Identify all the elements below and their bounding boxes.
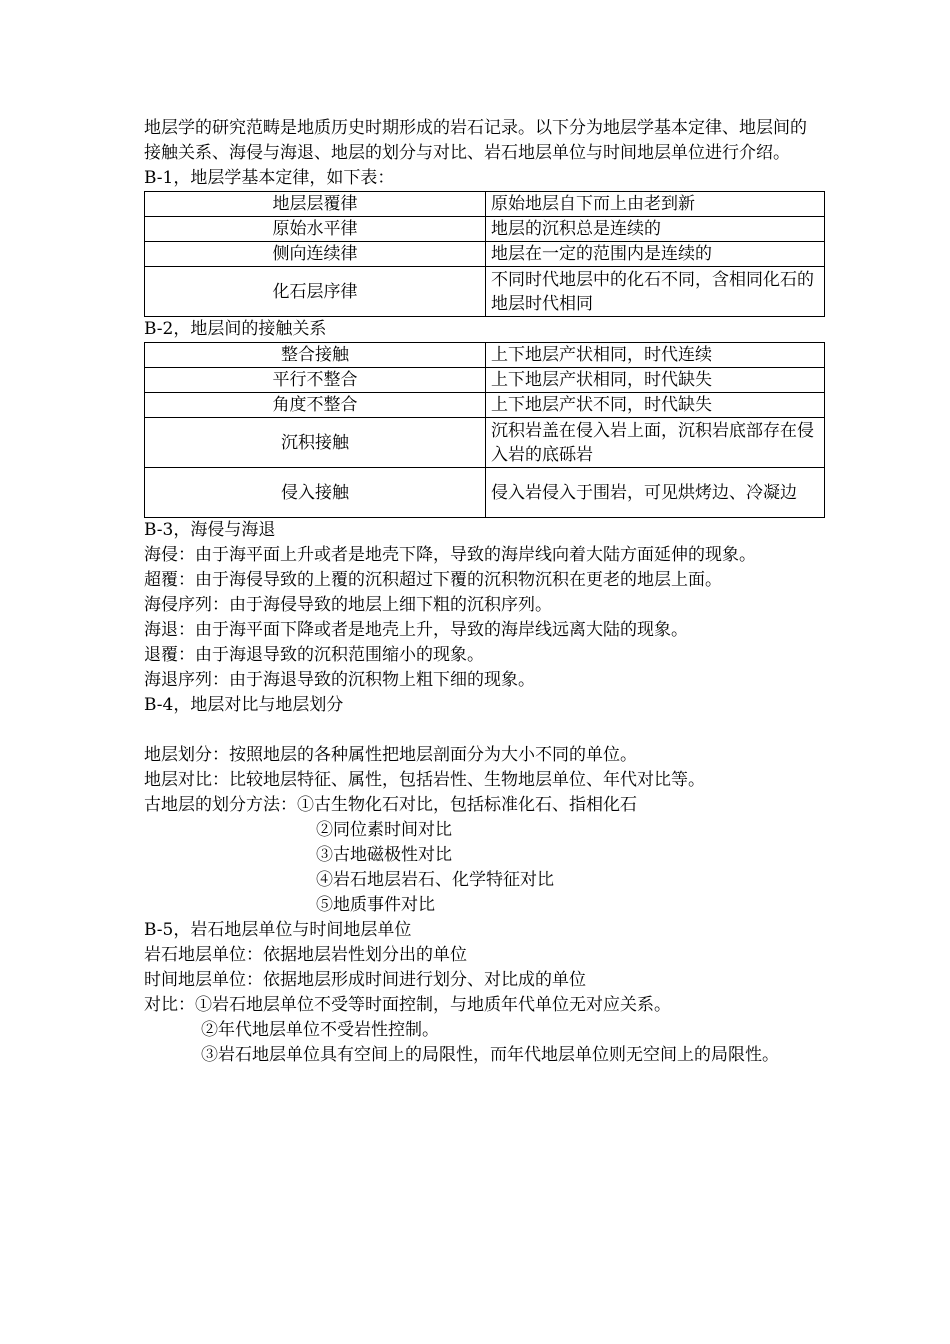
comparison-intro: 对比：①岩石地层单位不受等时面控制，与地质年代单位无对应关系。 [144,995,671,1015]
lithostratigraphic-unit-definition: 岩石地层单位：依据地层岩性划分出的单位 [144,945,467,965]
law-name: 原始水平律 [145,217,486,242]
contact-name: 沉积接触 [145,418,486,468]
table-row [145,242,825,267]
contact-description: 侵入岩侵入于围岩，可见烘烤边、冷凝边 [486,468,825,518]
table-row [145,418,825,468]
blank-line [144,718,818,743]
contact-name: 角度不整合 [145,393,486,418]
contact-description: 沉积岩盖在侵入岩上面，沉积岩底部存在侵入岩的底砾岩 [486,418,825,468]
table-row [145,267,825,317]
table-row [145,192,825,217]
document-page [144,116,818,1068]
stratigraphy-laws-table [144,191,825,317]
definition-line: 超覆：由于海侵导致的上覆的沉积超过下覆的沉积物沉积在更老的地层上面。 [144,570,722,590]
contact-name: 侵入接触 [145,468,486,518]
section-b4-heading: B-4，地层对比与地层划分 [144,695,344,715]
contact-name: 平行不整合 [145,368,486,393]
table-row [145,393,825,418]
law-name: 化石层序律 [145,267,486,317]
law-description: 地层在一定的范围内是连续的 [486,242,825,267]
definition-line: 海侵：由于海平面上升或者是地壳下降，导致的海岸线向着大陆方面延伸的现象。 [144,545,756,565]
intro-paragraph: 地层学的研究范畴是地质历史时期形成的岩石记录。以下分为地层学基本定律、地层间的接触关系、海侵与海退、地层的划分与对比、岩石地层单位与时间地层单位进行介绍。 [144,118,807,163]
contact-description: 上下地层产状相同，时代缺失 [486,368,825,393]
comparison-item: ②年代地层单位不受岩性控制。 [201,1020,439,1040]
contact-description: 上下地层产状不同，时代缺失 [486,393,825,418]
method-item: ④岩石地层岩石、化学特征对比 [316,870,554,890]
comparison-item [144,1043,818,1068]
section-b2-heading: B-2，地层间的接触关系 [144,319,327,339]
table-row [145,468,825,518]
method-item: ②同位素时间对比 [316,820,452,840]
method-item: ⑤地质事件对比 [316,895,435,915]
section-b1-heading: B-1，地层学基本定律，如下表： [144,168,395,188]
contact-relations-table [144,342,825,518]
correlation-definition: 地层对比：比较地层特征、属性，包括岩性、生物地层单位、年代对比等。 [144,770,705,790]
table-row [145,217,825,242]
law-description: 地层的沉积总是连续的 [486,217,825,242]
comparison-item-text: ③岩石地层单位具有空间上的局限性，而年代地层单位则无空间上的局限性。 [201,1045,779,1065]
contact-name: 整合接触 [145,343,486,368]
methods-intro: 古地层的划分方法：①古生物化石对比，包括标准化石、指相化石 [144,795,637,815]
chronostratigraphic-unit-definition: 时间地层单位：依据地层形成时间进行划分、对比成的单位 [144,970,586,990]
section-b3-heading: B-3，海侵与海退 [144,520,276,540]
definition-line: 海侵序列：由于海侵导致的地层上细下粗的沉积序列。 [144,595,552,615]
law-description: 不同时代地层中的化石不同，含相同化石的地层时代相同 [486,267,825,317]
definition-line: 海退序列：由于海退导致的沉积物上粗下细的现象。 [144,670,535,690]
definition-line: 海退：由于海平面下降或者是地壳上升，导致的海岸线远离大陆的现象。 [144,620,688,640]
table-row [145,368,825,393]
law-description: 原始地层自下而上由老到新 [486,192,825,217]
method-item: ③古地磁极性对比 [316,845,452,865]
section-b5-heading: B-5，岩石地层单位与时间地层单位 [144,920,412,940]
division-definition: 地层划分：按照地层的各种属性把地层剖面分为大小不同的单位。 [144,745,637,765]
contact-description: 上下地层产状相同，时代连续 [486,343,825,368]
law-name: 侧向连续律 [145,242,486,267]
law-name: 地层层覆律 [145,192,486,217]
definition-line: 退覆：由于海退导致的沉积范围缩小的现象。 [144,645,484,665]
table-row [145,343,825,368]
